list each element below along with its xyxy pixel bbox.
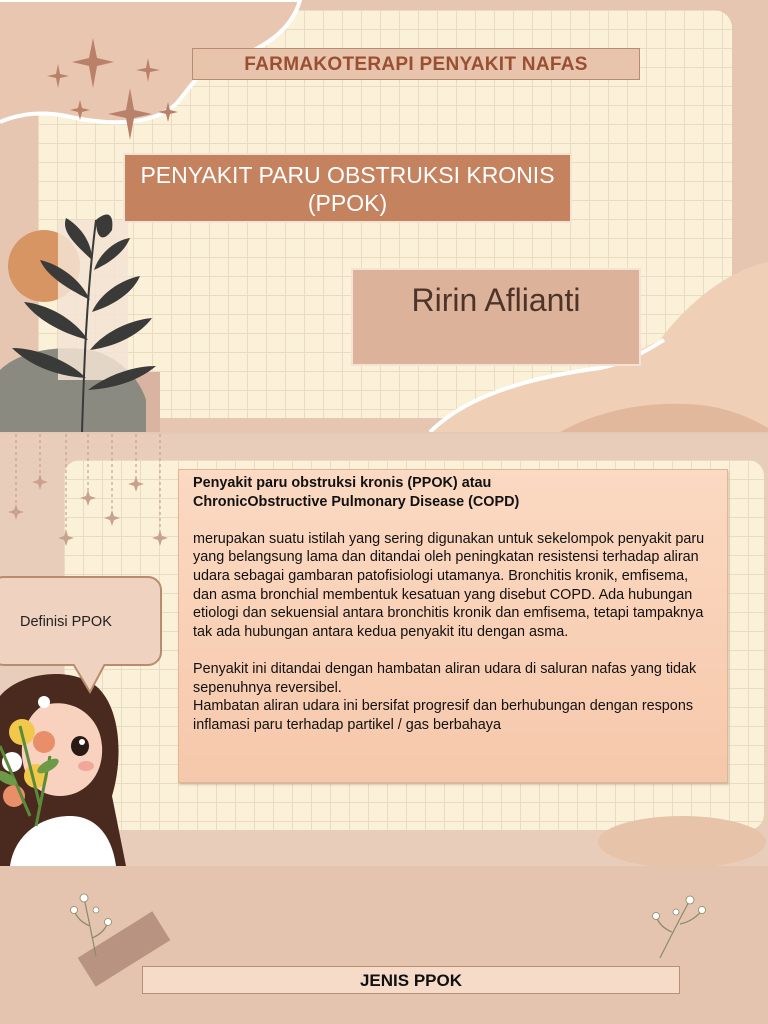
slide-types <box>0 866 768 1024</box>
presentation-title: PENYAKIT PARU OBSTRUKSI KRONIS (PPOK) <box>123 153 572 223</box>
slide-definition <box>0 434 768 866</box>
definition-paragraph-1: merupakan suatu istilah yang sering digunakan untuk sekelompok penyakit paru yang belangsung lama dan ditandai oleh peningkatan resistensi terhadap aliran udara sebagai gambaran patofisiologi utamanya. Bronchitis kronik, emfisema, dan asma bronchial membentuk kesatuan yang disebut COPD. Ada hubungan etiologi dan sekuensial antara bronchitis kronik dan emfisema, tetapi tampaknya tak ada hubungan antara kedua penyakit itu dengan asma. <box>193 530 705 640</box>
girl-with-flowers-illustration <box>0 666 140 866</box>
speech-bubble-tail <box>70 662 110 696</box>
definition-heading-line-1: Penyakit paru obstruksi kronis (PPOK) atau <box>193 475 492 491</box>
definition-text-box <box>178 469 728 783</box>
leaf-plant-illustration <box>0 200 160 432</box>
definition-paragraph-2: Penyakit ini ditandai dengan hambatan aliran udara di saluran nafas yang tidak sepenuhnya reversibel. <box>193 660 697 696</box>
bubble-label: Definisi PPOK <box>20 614 112 630</box>
definition-heading-line-2: ChronicObstructive Pulmonary Disease (COPD) <box>193 493 520 510</box>
slide-title <box>0 0 768 432</box>
definition-speech-bubble <box>0 576 162 666</box>
author-name: Ririn Aflianti <box>351 268 641 366</box>
decorative-shapes <box>0 866 768 1024</box>
section-title: JENIS PPOK <box>142 966 680 994</box>
definition-paragraph-3: Hambatan aliran udara ini bersifat progresif dan berhubungan dengan respons inflamasi paru terhadap partikel / gas berbahaya <box>193 698 694 733</box>
course-title: FARMAKOTERAPI PENYAKIT NAFAS <box>192 48 640 80</box>
